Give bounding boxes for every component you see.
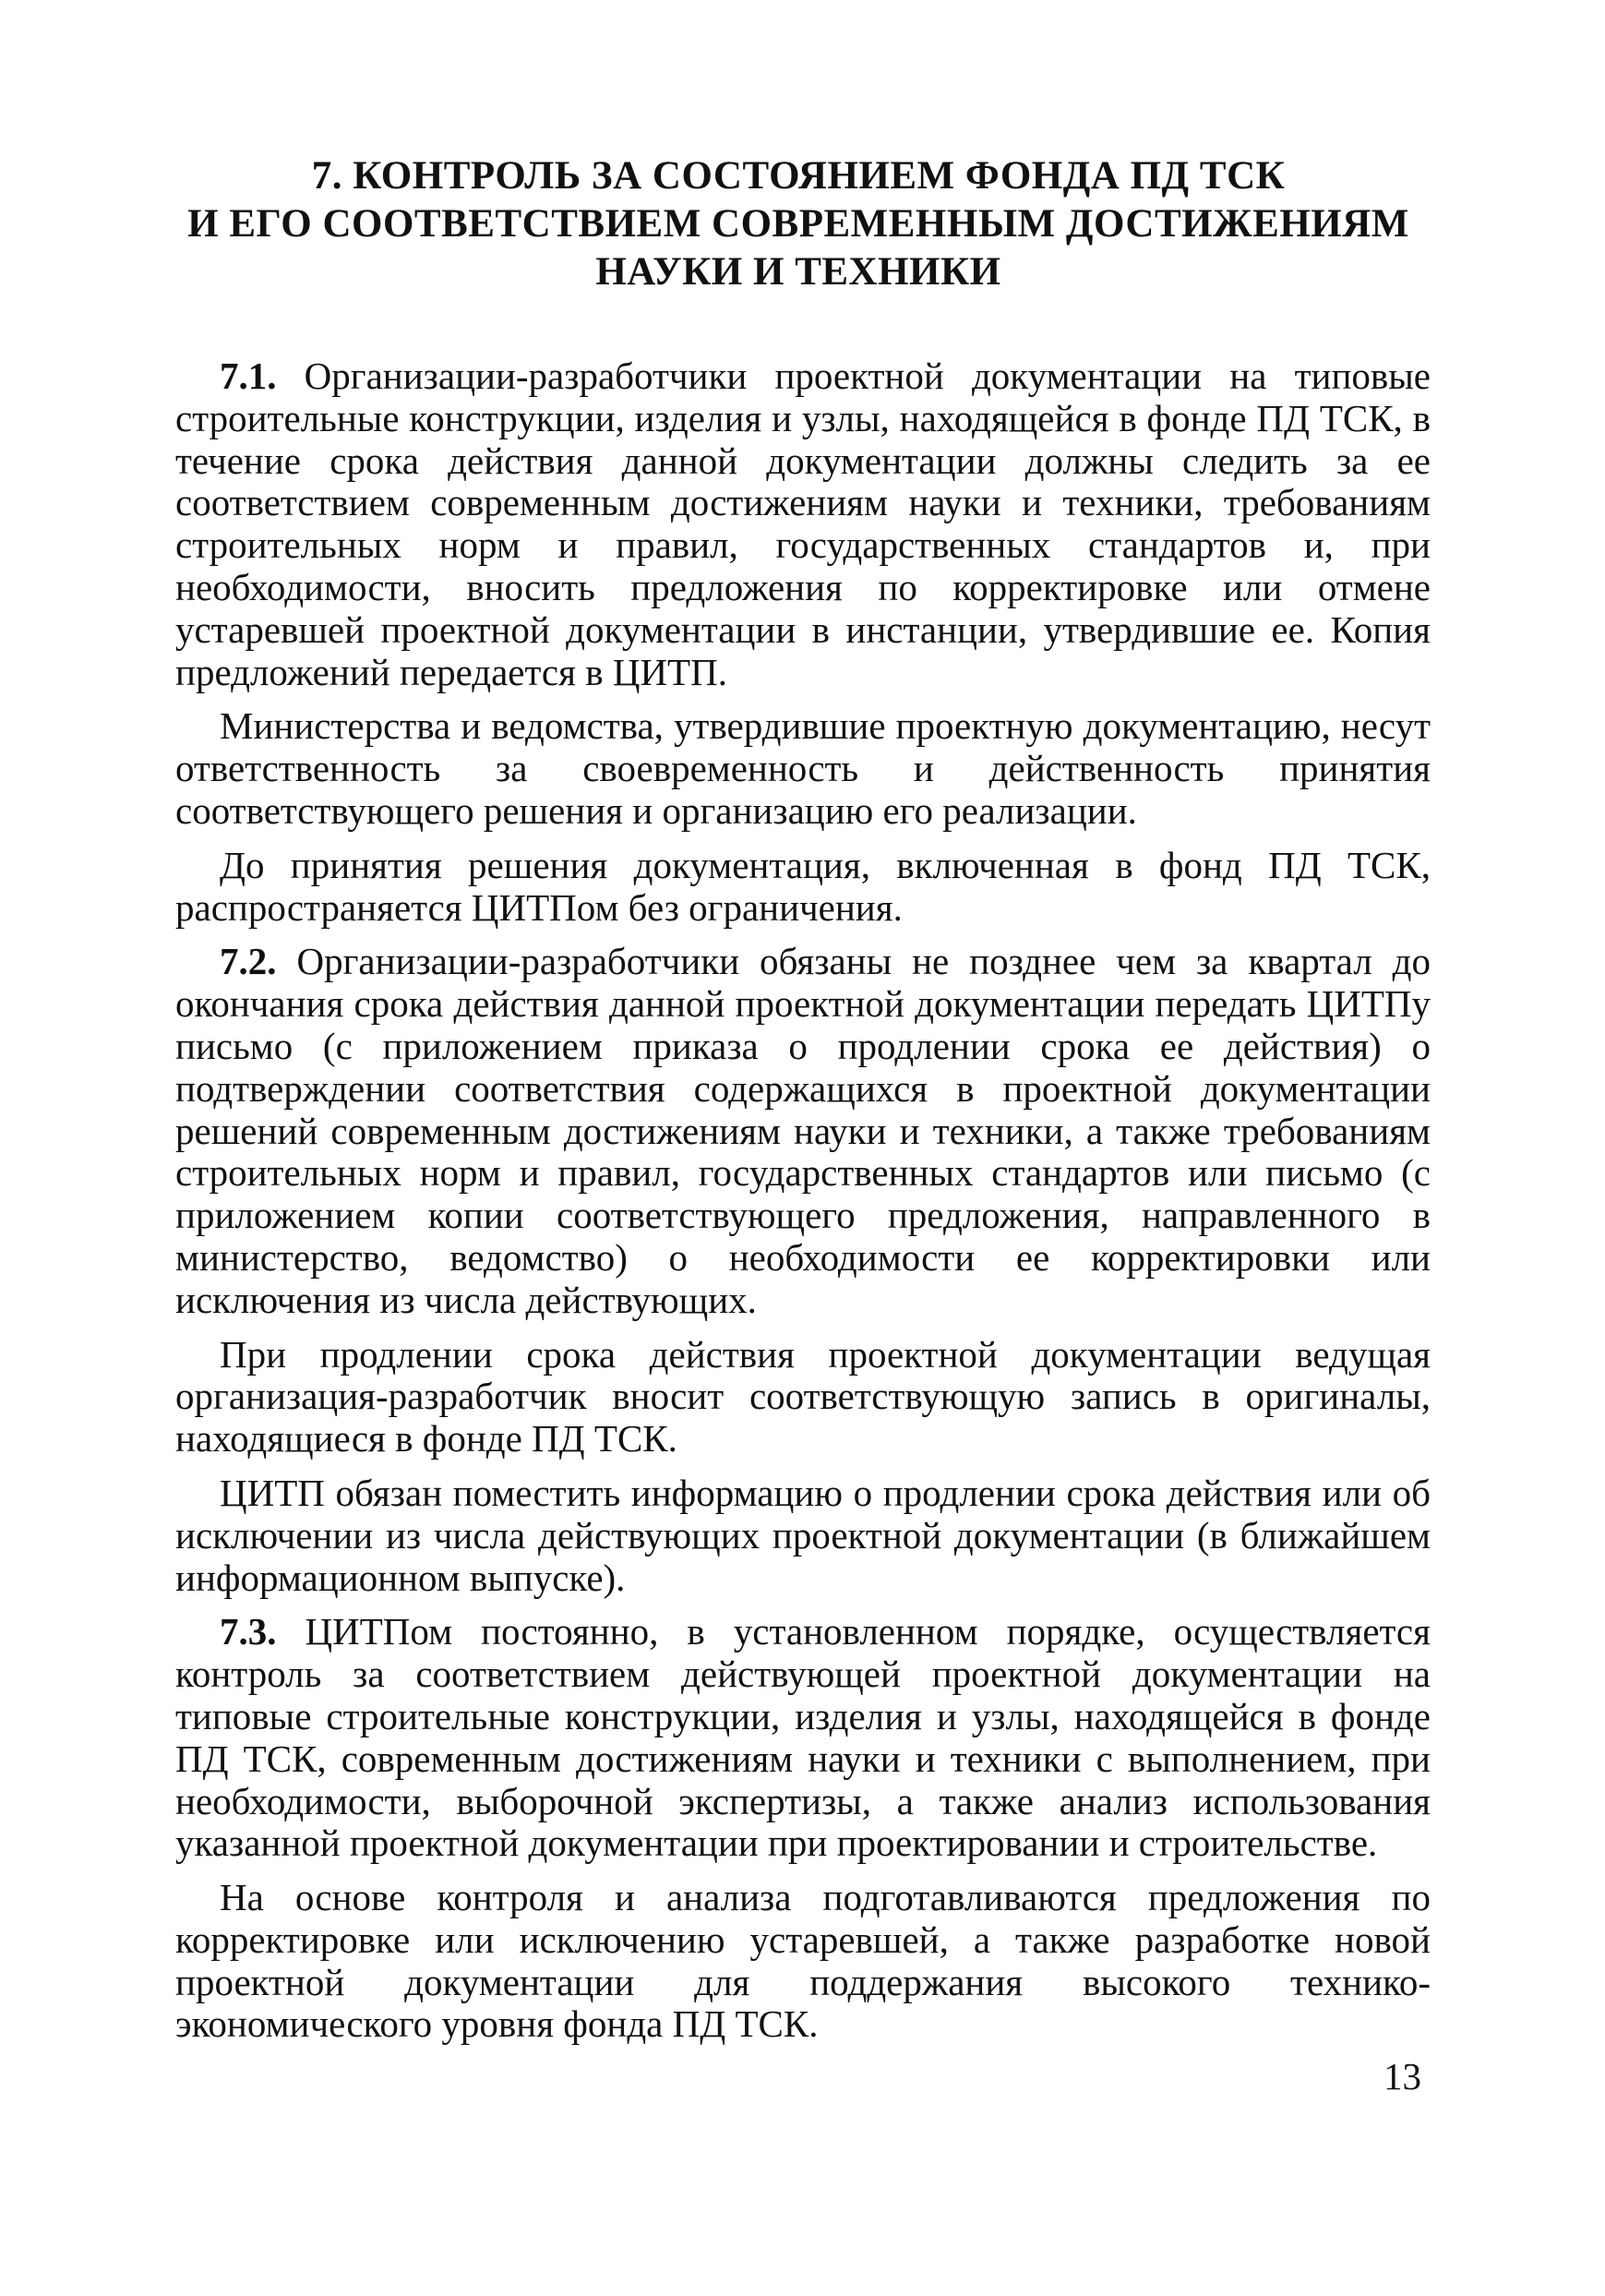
section-title-line-1: 7. КОНТРОЛЬ ЗА СОСТОЯНИЕМ ФОНДА ПД ТСК (311, 154, 1286, 198)
paragraph-extension (175, 1334, 1431, 1461)
paragraph-text: На основе контроля и анализа подготавливаются предложения по корректировке или исключению устаревшей, а также разработке новой проектной документации для поддержания высокого технико-экономического уровня фонда ПД ТСК. (175, 1876, 1431, 2046)
clause-number: 7.1. (220, 355, 277, 397)
paragraph-before-decision (175, 845, 1431, 930)
paragraph-ministries (175, 705, 1431, 832)
paragraph-7-2 (175, 941, 1431, 1321)
section-heading (175, 152, 1421, 296)
paragraph-text: При продлении срока действия проектной документации ведущая организация-разработчик вносит соответствующую запись в оригиналы, находящиеся в фонде ПД ТСК. (175, 1332, 1431, 1461)
section-title-line-3: НАУКИ И ТЕХНИКИ (595, 250, 1001, 294)
section-title-line-2: И ЕГО СООТВЕТСТВИЕМ СОВРЕМЕННЫМ ДОСТИЖЕНИЯМ (187, 202, 1409, 246)
clause-number: 7.3. (220, 1610, 277, 1653)
clause-number: 7.2. (220, 940, 277, 983)
paragraph-citp-info (175, 1473, 1431, 1599)
paragraph-text: Министерства и ведомства, утвердившие проектную документацию, несут ответственность за своевременность и действенность принятия соответствующего решения и организацию его реализации. (175, 704, 1431, 832)
paragraph-text: ЦИТПом постоянно, в установленном порядке, осуществляется контроль за соответствием действующей проектной документации на типовые строительные конструкции, изделия и узлы, находящейся в фонде ПД ТСК, современным достижениям науки и техники с выполнением, при необходимости, выборочной экспертизы, а также анализ использования указанной проектной документации при проектировании и строительстве. (175, 1610, 1431, 1865)
paragraph-7-3 (175, 1611, 1431, 1865)
paragraph-7-1 (175, 355, 1431, 693)
paragraph-text: Организации-разработчики обязаны не позднее чем за квартал до окончания срока действия данной проектной документации передать ЦИТПу письмо (с приложением приказа о продлении срока ее действия) о подтверждении соответствия содержащихся в проектной документации решений современным достижениям науки и техники, а также требованиям строительных норм и правил, государственных стандартов или письмо (с приложением копии соответствующего предложения, направленного в министерство, ведомство) о необходимости ее корректировки или исключения из числа действующих. (175, 940, 1431, 1321)
section-body (175, 355, 1431, 2058)
paragraph-text: ЦИТП обязан поместить информацию о продлении срока действия или об исключении из числа действующих проектной документации (в ближайшем информационном выпуске). (175, 1471, 1431, 1599)
paragraph-proposals (175, 1877, 1431, 2046)
page-number: 13 (1383, 2055, 1421, 2098)
paragraph-text: До принятия решения документация, включенная в фонд ПД ТСК, распространяется ЦИТПом без ограничения. (175, 843, 1431, 929)
paragraph-text: Организации-разработчики проектной документации на типовые строительные конструкции, изделия и узлы, находящейся в фонде ПД ТСК, в течение срока действия данной документации должны следить за ее соответствием современным достижениям науки и техники, требованиям строительных норм и правил, государственных стандартов и, при необходимости, вносить предложения по корректировке или отмене устаревшей проектной документации в инстанции, утвердившие ее. Копия предложений передается в ЦИТП. (175, 355, 1431, 693)
